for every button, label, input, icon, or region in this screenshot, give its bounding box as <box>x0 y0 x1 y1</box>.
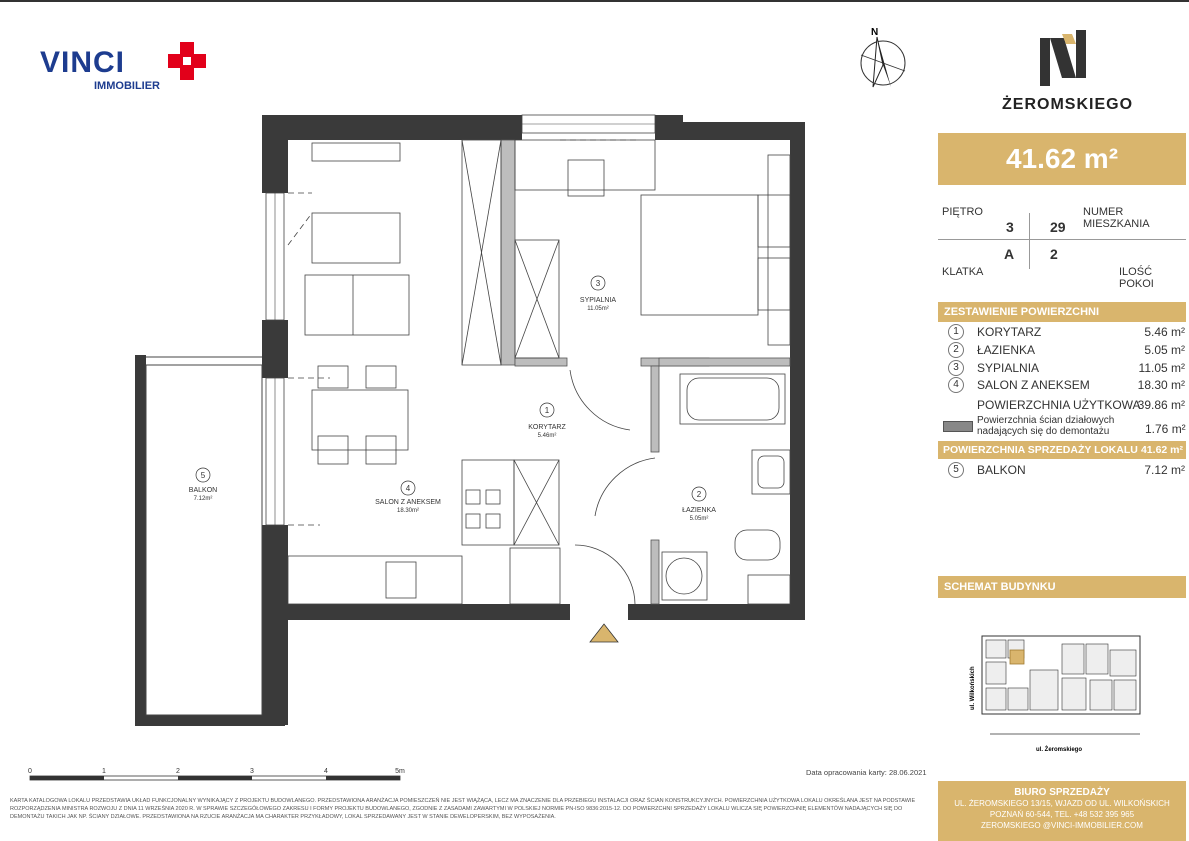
room-name: SYPIALNIA <box>977 361 1040 375</box>
floor-value: 3 <box>1006 219 1014 235</box>
room-label-name: SALON Z ANEKSEM <box>375 499 441 506</box>
room-label-number: 4 <box>405 484 411 493</box>
wall-top-left <box>262 115 522 140</box>
scale-tick: 1 <box>102 768 106 775</box>
disclaimer-line: KARTA KATALOGOWA LOKALU PRZEDSTAWIA UKŁAD FUNKCJONALNY WYNIKAJĄCY Z PROJEKTU BUDOWLANEGO. PRZEDSTAWIONA ARANŻACJA POMIESZCZEŃ NIE JEST WIĄŻĄCA, LECZ MA ZNACZENIE DLA PRZEBIEGU INSTALACJI ORAZ ŚCIAN KONSTRUKCYJNYCH. POWIERZCHNIA UŻYTKOWA LOKALU OKREŚLANA JEST NA PODSTAWIE <box>10 798 916 804</box>
room-label-name: BALKON <box>188 487 218 494</box>
wall-bottom-right <box>628 604 805 620</box>
walls-label-line2: nadających się do demontażu <box>977 426 1110 437</box>
room-label-name: ŁAZIENKA <box>682 507 716 514</box>
area-summary-header: ZESTAWIENIE POWIERZCHNI <box>938 302 1186 322</box>
room-label-area: 11.05m² <box>587 306 609 312</box>
room-label-name: KORYTARZ <box>528 424 566 431</box>
wall-right <box>790 122 805 620</box>
scale-tick: 5m <box>395 768 405 775</box>
walls-legend-swatch <box>943 421 973 432</box>
disclaimer-line: DEMONTAŻU TAKICH JAK NP. ŚCIANY DZIAŁOWE. PRZEDSTAWIONA NA RZUCIE ARANŻACJA MA CHARAKTER PRZYKŁADOWY, LOKAL SPRZEDAWANY JEST W STANIE DEWELOPERSKIM, BEZ WYPOSAŻENIA. <box>10 814 556 820</box>
wall-left-bottom <box>262 525 288 725</box>
rooms-label: ILOŚĆ POKOI <box>1119 266 1154 290</box>
sales-office-email[interactable]: ZEROMSKIEGO @VINCI-IMMOBILIER.COM <box>981 821 1143 830</box>
room-label-name: SYPIALNIA <box>579 297 617 304</box>
info-divider-vertical <box>1029 213 1030 269</box>
room-number: 5 <box>948 462 964 478</box>
room-name: ŁAZIENKA <box>977 343 1036 357</box>
building-schema-map <box>950 630 1150 760</box>
staircase-label: KLATKA <box>942 266 984 278</box>
balcony-bottom-wall <box>135 715 285 726</box>
room-number: 3 <box>948 360 964 376</box>
summary-row <box>945 324 1185 342</box>
project-name: ŻEROMSKIEGO <box>1002 96 1134 113</box>
summary-row <box>945 377 1185 395</box>
street-wilkonskich: ul. Wilkońskich <box>970 666 976 710</box>
total-area-badge: 41.62 m² <box>938 133 1186 185</box>
disclaimer-line: ROZPORZĄDZENIA MINISTRA ROZWOJU Z DNIA 11 WRZEŚNIA 2020 R. W SPRAWIE SZCZEGÓŁOWEGO ZAKRESU I FORMY PROJEKTU BUDOWLANEGO, ZGODNIE Z ZASADAMI ZAWARTYMI W POLSKIEJ NORMIE PN-ISO 9836:2015-12. DO POWIERZCHNI SPRZEDAŻY LOKALU WLICZA SIĘ POWIERZCHNIĘ ELEMENTÓW NADAJĄCYCH SIĘ DO <box>10 806 903 812</box>
wall-top-right <box>683 122 805 140</box>
walls-area-value: 1.76 m² <box>1145 422 1186 436</box>
sale-area-label: POWIERZCHNIA SPRZEDAŻY LOKALU <box>943 444 1138 456</box>
room-name: SALON Z ANEKSEM <box>977 378 1090 392</box>
room-label-area: 7.12m² <box>193 496 213 502</box>
balcony-row <box>945 462 1185 480</box>
compass-north-label: N <box>871 27 879 38</box>
room-name: BALKON <box>977 463 1026 477</box>
info-divider <box>938 239 1186 240</box>
wall-top-mid <box>655 115 683 140</box>
room-area: 7.12 m² <box>1144 463 1185 477</box>
room-number: 4 <box>948 377 964 393</box>
usable-area-row <box>945 397 1185 415</box>
scale-tick: 4 <box>324 768 328 775</box>
room-area: 11.05 m² <box>1138 361 1185 375</box>
street-zeromskiego: ul. Żeromskiego <box>1036 747 1083 753</box>
walls-label <box>977 415 1114 437</box>
sales-office-phone: POZNAŃ 60-544, TEL. +48 532 395 965 <box>989 810 1135 819</box>
staircase-value: A <box>1004 246 1015 262</box>
usable-area-value: 39.86 m² <box>1137 398 1185 412</box>
room-label-number: 1 <box>544 406 550 415</box>
room-number: 2 <box>948 342 964 358</box>
sale-area-row <box>938 441 1186 459</box>
wall-left-top <box>262 115 288 193</box>
sales-office-box <box>938 781 1186 841</box>
apartment-number-value: 29 <box>1050 219 1066 235</box>
disclaimer <box>10 797 925 821</box>
scale-tick: 2 <box>176 768 180 775</box>
building-schema-header: SCHEMAT BUDYNKU <box>938 576 1186 598</box>
room-label-number: 2 <box>696 490 702 499</box>
floor-label: PIĘTRO <box>942 206 983 218</box>
walls-label-line1: Powierzchnia ścian działowych <box>977 415 1115 426</box>
zeromskiego-logo-icon <box>1040 30 1088 88</box>
scale-bar <box>28 768 405 780</box>
vinci-wordmark: VINCI <box>40 46 126 79</box>
room-name: KORYTARZ <box>977 325 1042 339</box>
sales-office-title: BIURO SPRZEDAŻY <box>1014 787 1110 798</box>
scale-tick: 0 <box>28 768 32 775</box>
room-number: 1 <box>948 324 964 340</box>
scale-tick: 3 <box>250 768 254 775</box>
sales-office-address: UL. ŻEROMSKIEGO 13/15, WJAZD OD UL. WILKOŃSKICH <box>954 799 1170 808</box>
room-area: 18.30 m² <box>1137 378 1185 392</box>
room-label-number: 5 <box>200 471 206 480</box>
card-date: Data opracowania karty: 28.06.2021 <box>806 768 927 777</box>
summary-row <box>945 342 1185 360</box>
room-label-area: 18.30m² <box>396 508 420 514</box>
rooms-value: 2 <box>1050 246 1058 262</box>
apartment-number-label: NUMER MIESZKANIA <box>1083 206 1150 230</box>
room-label-area: 5.46m² <box>537 433 557 439</box>
room-area: 5.05 m² <box>1144 343 1185 357</box>
wall-bottom-left <box>262 604 570 620</box>
balcony-left-wall <box>135 355 146 725</box>
sale-area-value: 41.62 m² <box>1140 444 1183 456</box>
summary-row <box>945 360 1185 378</box>
wall-left-mid <box>262 320 288 378</box>
room-label-number: 3 <box>595 279 601 288</box>
vinci-subtitle: IMMOBILIER <box>94 80 160 92</box>
room-label-area: 5.05m² <box>689 516 709 522</box>
entrance-marker-icon <box>590 624 618 642</box>
usable-area-label: POWIERZCHNIA UŻYTKOWA <box>977 398 1141 412</box>
room-area: 5.46 m² <box>1144 325 1185 339</box>
